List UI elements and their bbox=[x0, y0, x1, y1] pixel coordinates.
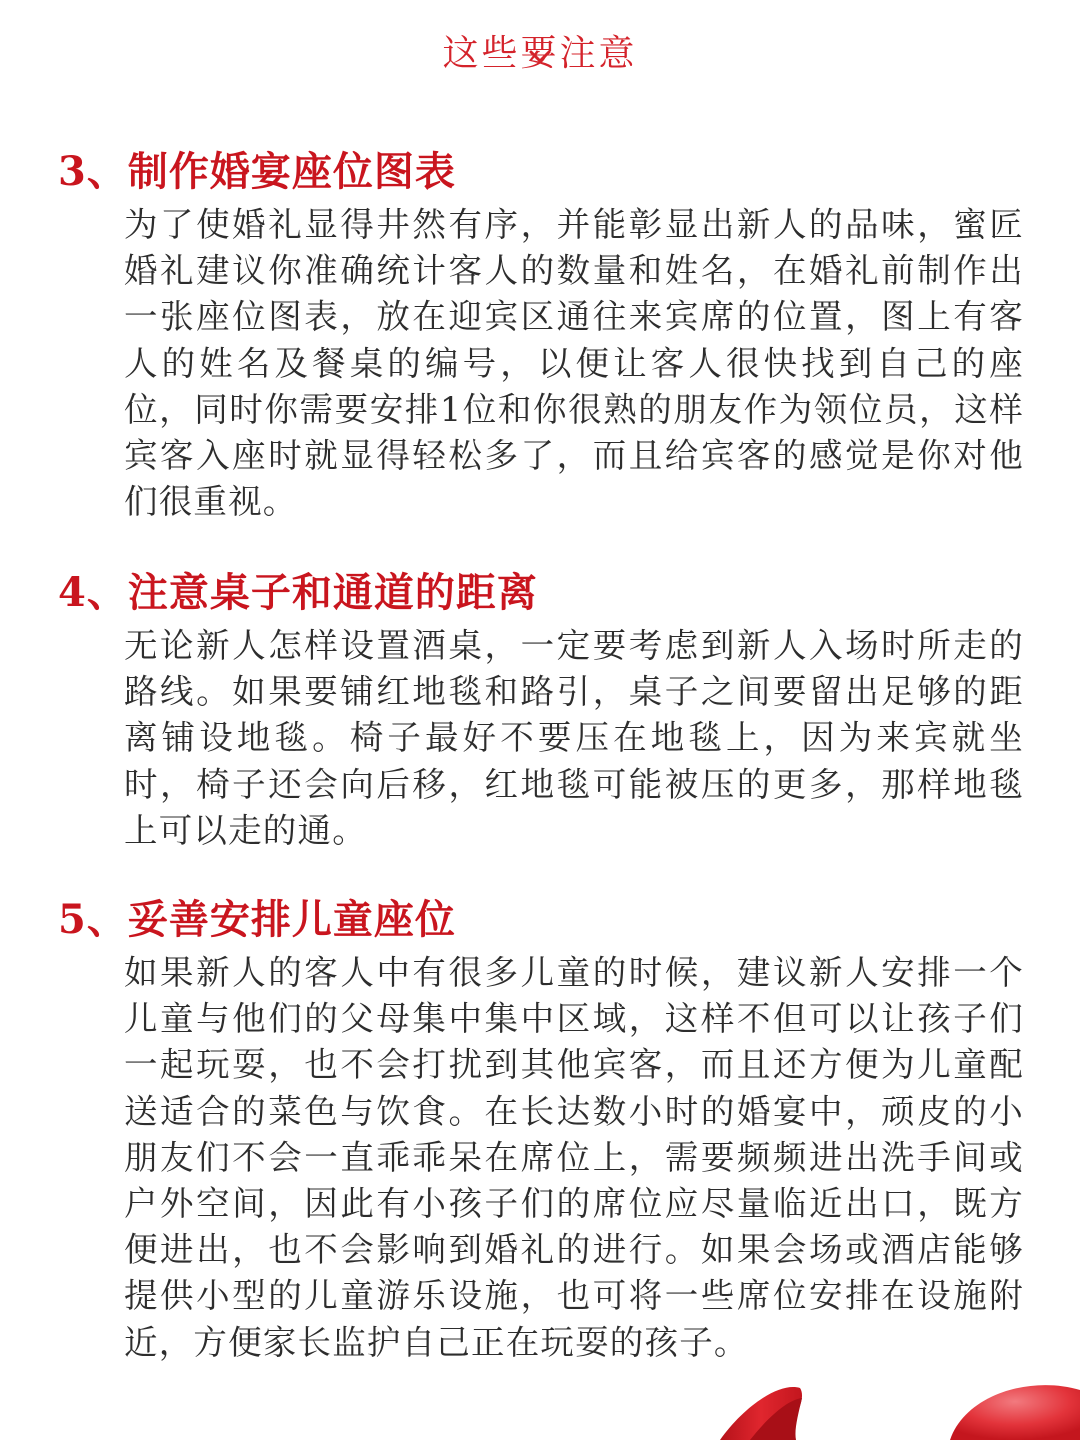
section-title: 4、注意桌子和通道的距离 bbox=[58, 569, 538, 616]
section-title: 3、制作婚宴座位图表 bbox=[58, 148, 456, 195]
section-table-aisle-distance bbox=[58, 565, 1038, 854]
section-body: 如果新人的客人中有很多儿童的时候，建议新人安排一个儿童与他们的父母集中集中区域，这样不但可以让孩子们一起玩耍，也不会打扰到其他宾客，而且还方便为儿童配送适合的菜色与饮食。在长达数小时的婚宴中，顽皮的小朋友们不会一直乖乖呆在席位上，需要频频进出洗手间或户外空间，因此有小孩子们的席位应尽量临近出口，既方便进出，也不会影响到婚礼的进行。如果会场或酒店能够提供小型的儿童游乐设施，也可将一些席位安排在设施附近，方便家长监护自己正在玩耍的孩子。 bbox=[124, 953, 1024, 1362]
chevron-down-icon bbox=[529, 50, 551, 64]
section-body: 为了使婚礼显得井然有序，并能彰显出新人的品味，蜜匠婚礼建议你准确统计客人的数量和姓名，在婚礼前制作出一张座位图表，放在迎宾区通往来宾席的位置，图上有客人的姓名及餐桌的编号，以便让客人很快找到自己的座位，同时你需要安排1位和你很熟的朋友作为领位员，这样宾客入座时就显得轻松多了，而且给宾客的感觉是你对他们很重视。 bbox=[124, 205, 1024, 522]
red-ribbon-decoration bbox=[690, 1370, 1080, 1440]
section-title: 5、妥善安排儿童座位 bbox=[58, 896, 456, 943]
section-children-seating bbox=[58, 892, 1038, 1366]
section-body: 无论新人怎样设置酒桌，一定要考虑到新人入场时所走的路线。如果要铺红地毯和路引，桌子之间要留出足够的距离铺设地毯。椅子最好不要压在地毯上，因为来宾就坐时，椅子还会向后移，红地毯可能被压的更多，那样地毯上可以走的通。 bbox=[124, 626, 1024, 850]
section-seating-chart bbox=[58, 144, 1038, 525]
header-title: 这些要注意 bbox=[442, 33, 638, 74]
